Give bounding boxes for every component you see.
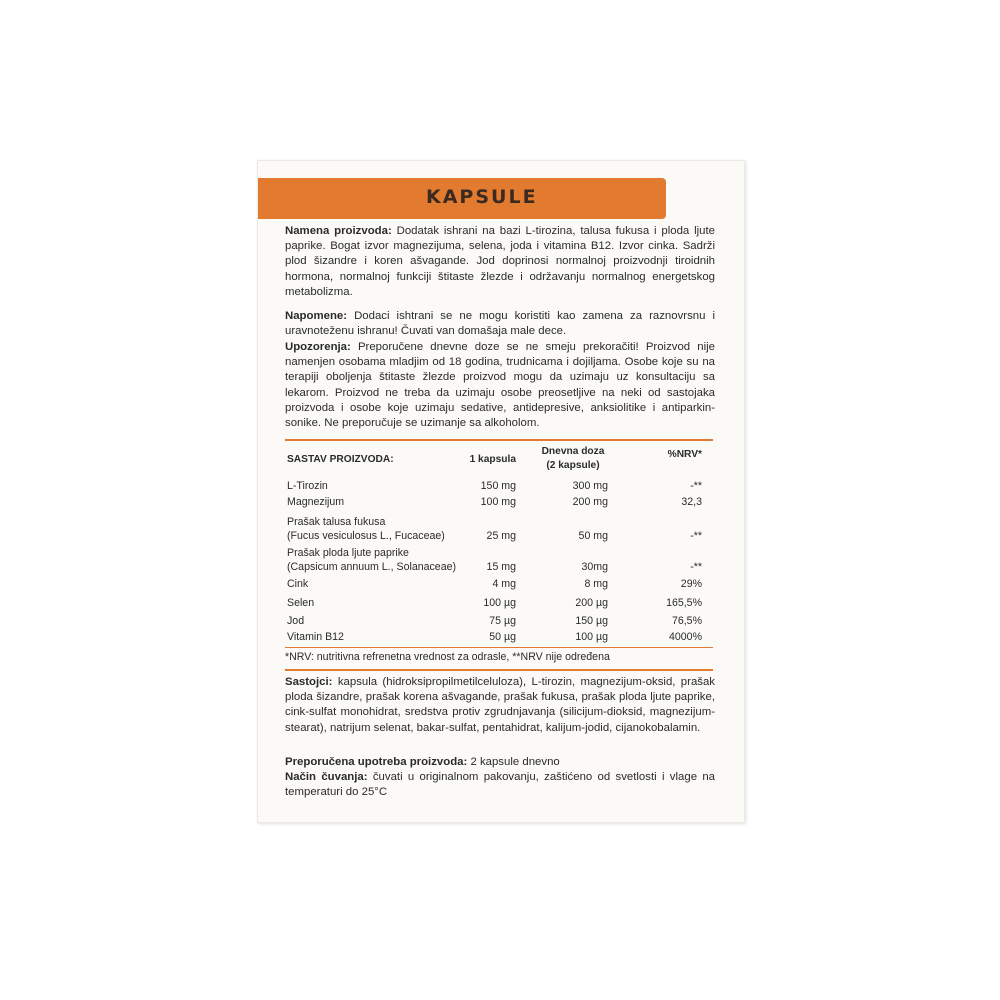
- row-one-capsule: 150 mg: [480, 480, 516, 492]
- row-daily-dose: 150 µg: [575, 615, 608, 627]
- row-name: Prašak talusa fukusa: [287, 516, 386, 528]
- row-nrv: 4000%: [669, 631, 702, 643]
- row-nrv: -**: [690, 480, 702, 492]
- footnote-rule: [285, 669, 713, 671]
- row-daily-dose: 30mg: [581, 561, 608, 573]
- row-name: Cink: [287, 578, 309, 590]
- warnings-label: Upozorenja:: [285, 341, 351, 353]
- row-name: Prašak ploda ljute paprike: [287, 547, 409, 559]
- header-one-capsule: 1 kapsula: [469, 454, 516, 465]
- header-daily-dose-sub: (2 kapsule): [546, 460, 600, 471]
- table-top-rule: [285, 439, 713, 441]
- purpose-label: Namena proizvoda:: [285, 225, 392, 237]
- ingredients-paragraph: [285, 675, 715, 736]
- header-composition: SASTAV PROIZVODA:: [287, 454, 394, 465]
- purpose-paragraph: [285, 224, 715, 300]
- notes-text: Dodaci ishtrani se ne mogu koristiti kao zamena za raznovrsnu i uravnoteženu ishranu! Čuvati van domašaja male dece.: [285, 310, 715, 338]
- row-nrv: -**: [690, 530, 702, 542]
- row-daily-dose: 200 mg: [572, 496, 608, 508]
- notes-paragraph: [285, 309, 715, 339]
- row-nrv: -**: [690, 561, 702, 573]
- purpose-text: Dodatak ishrani na bazi L-tirozina, talusa fukusa i ploda ljute paprike. Bogat izvor magnezijuma, selena, joda i vitamina B12. Izvor cinka. Sadrži plod šizandre i koren ašvagande. Jod doprinosi normalnoj proizvodnji tiroidnih hormona, normalnoj funkciji štitaste žlezde i održavanju normalnog energetskog metabolizma.: [285, 225, 715, 298]
- row-name-latin: (Capsicum annuum L., Solanaceae): [287, 561, 457, 573]
- row-nrv: 76,5%: [671, 615, 702, 627]
- row-name: Selen: [287, 597, 315, 609]
- row-one-capsule: 15 mg: [486, 561, 516, 573]
- header-nrv: %NRV*: [667, 449, 702, 460]
- ingredients-label: Sastojci:: [285, 676, 333, 688]
- title-banner: [258, 178, 666, 219]
- warnings-paragraph: [285, 340, 715, 431]
- header-daily-dose: Dnevna doza: [541, 446, 605, 457]
- row-nrv: 32,3: [681, 496, 702, 508]
- row-nrv: 165,5%: [666, 597, 702, 609]
- notes-label: Napomene:: [285, 310, 348, 322]
- package-label: [257, 160, 745, 823]
- row-nrv: 29%: [680, 578, 702, 590]
- row-one-capsule: 4 mg: [492, 578, 516, 590]
- usage-paragraph: [285, 755, 715, 770]
- row-daily-dose: 50 mg: [578, 530, 608, 542]
- row-daily-dose: 100 µg: [575, 631, 608, 643]
- banner-title: KAPSULE: [426, 186, 538, 208]
- usage-text: 2 kapsule dnevno: [467, 756, 560, 768]
- row-name: Magnezijum: [287, 496, 345, 508]
- warnings-text: Preporučene dnevne doze se ne smeju prekoračiti! Proizvod nije namenjen osobama mladjim od 18 godina, trudnicama i dojiljama. Osobe koje su na terapiji oboljenja štitaste žlezde proizvod mogu da uzimaju uz konsultaciju sa lekarom. Proizvod ne treba da uzimaju osobe preosetljive na neki od sastojaka proizvoda i osobe koje uzimaju sedative, antidepresive, anksiolitike i antiparkin-sonike. Ne preporučuje se uzimanje sa alkoholom.: [285, 341, 715, 430]
- storage-paragraph: [285, 770, 715, 800]
- row-daily-dose: 300 mg: [572, 480, 608, 492]
- row-one-capsule: 100 µg: [483, 597, 516, 609]
- row-daily-dose: 200 µg: [575, 597, 608, 609]
- row-one-capsule: 50 µg: [489, 631, 516, 643]
- usage-label: Preporučena upotreba proizvoda:: [285, 756, 468, 768]
- row-one-capsule: 25 mg: [486, 530, 516, 542]
- row-name-latin: (Fucus vesiculosus L., Fucaceae): [287, 530, 445, 542]
- row-name: Vitamin B12: [287, 631, 344, 643]
- row-one-capsule: 75 µg: [489, 615, 516, 627]
- row-name: L-Tirozin: [287, 480, 328, 492]
- row-one-capsule: 100 mg: [480, 496, 516, 508]
- ingredients-text: kapsula (hidroksipropilmetilceluloza), L-tirozin, magnezijum-oksid, prašak ploda šizandre, prašak korena ašvagande, prašak fukusa, prašak ploda ljute paprike, cink-sulfat monohidrat, sredstva protiv zgrudnjavanja (silicijum-dioksid, magnezijum-stearat), natrijum selenat, bakar-sulfat, pentahidrat, kalijum-jodid, cijanokobalamin.: [285, 676, 715, 734]
- table-bottom-rule: [285, 647, 713, 648]
- storage-text: čuvati u originalnom pakovanju, zaštićeno od svetlosti i vlage na temperaturi do 25°C: [285, 771, 715, 799]
- row-name: Jod: [287, 615, 305, 627]
- row-daily-dose: 8 mg: [584, 578, 608, 590]
- nrv-footnote: *NRV: nutritivna refrenetna vrednost za odrasle, **NRV nije određena: [285, 651, 610, 663]
- storage-label: Način čuvanja:: [285, 771, 368, 783]
